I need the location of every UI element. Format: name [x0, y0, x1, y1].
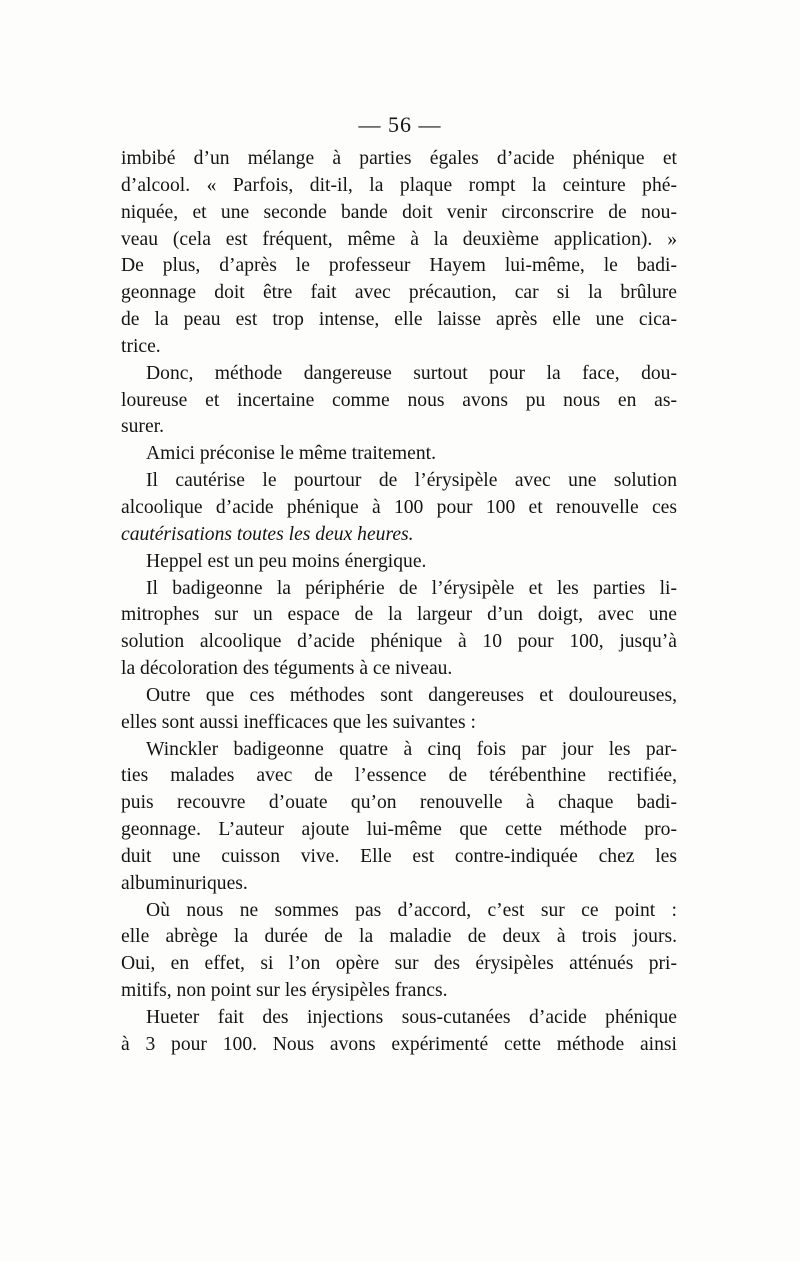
text-line: mitrophes sur un espace de la largeur d’un doigt, avec une	[121, 604, 677, 626]
text-line: de la peau est trop intense, elle laisse après elle une cica-	[121, 309, 677, 331]
text-line: Il badigeonne la périphérie de l’érysipèle et les parties li-	[146, 577, 677, 599]
text-line: Il cautérise le pourtour de l’érysipèle avec une solution	[146, 470, 677, 492]
page-number: — 56 —	[358, 112, 442, 137]
text-line: loureuse et incertaine comme nous avons pu nous en as-	[121, 389, 677, 411]
text-line: Heppel est un peu moins énergique.	[146, 550, 427, 572]
text-line: elle abrège la durée de la maladie de deux à trois jours.	[121, 926, 677, 948]
text-line: Winckler badigeonne quatre à cinq fois par jour les par-	[146, 738, 677, 760]
text-line: trice.	[121, 335, 161, 357]
text-line: Amici préconise le même traitement.	[146, 443, 436, 465]
text-line: Oui, en effet, si l’on opère sur des érysipèles atténués pri-	[121, 953, 677, 975]
text-line: Outre que ces méthodes sont dangereuses et douloureuses,	[146, 684, 677, 706]
text-line: geonnage. L’auteur ajoute lui-même que cette méthode pro-	[121, 819, 677, 841]
text-line: puis recouvre d’ouate qu’on renouvelle à chaque badi-	[121, 792, 677, 814]
text-line: ties malades avec de l’essence de térébenthine rectifiée,	[121, 765, 677, 787]
text-line: Donc, méthode dangereuse surtout pour la face, dou-	[146, 362, 677, 384]
text-line: d’alcool. « Parfois, dit-il, la plaque rompt la ceinture phé-	[121, 174, 677, 196]
text-line: Où nous ne sommes pas d’accord, c’est sur ce point :	[146, 899, 677, 921]
text-line: cautérisations toutes les deux heures.	[121, 523, 414, 545]
text-line: duit une cuisson vive. Elle est contre-indiquée chez les	[121, 845, 677, 867]
text-line: niquée, et une seconde bande doit venir circonscrire de nou-	[121, 201, 677, 223]
text-line: surer.	[121, 416, 164, 438]
text-line: veau (cela est fréquent, même à la deuxième application). »	[121, 228, 677, 250]
text-line: solution alcoolique d’acide phénique à 10 pour 100, jusqu’à	[121, 631, 677, 653]
text-line: De plus, d’après le professeur Hayem lui-même, le badi-	[121, 255, 677, 277]
text-line: la décoloration des téguments à ce niveau.	[121, 658, 453, 680]
body-text	[121, 146, 677, 1059]
text-line: à 3 pour 100. Nous avons expérimenté cette méthode ainsi	[121, 1033, 677, 1055]
text-line: imbibé d’un mélange à parties égales d’acide phénique et	[121, 148, 677, 169]
text-line: elles sont aussi inefficaces que les suivantes :	[121, 711, 476, 733]
text-line: alcoolique d’acide phénique à 100 pour 100 et renouvelle ces	[121, 496, 677, 518]
text-line: mitifs, non point sur les érysipèles francs.	[121, 980, 448, 1002]
text-line: albuminuriques.	[121, 872, 248, 894]
text-line: Hueter fait des injections sous-cutanées d’acide phénique	[146, 1007, 677, 1028]
text-line: geonnage doit être fait avec précaution, car si la brûlure	[121, 282, 677, 304]
